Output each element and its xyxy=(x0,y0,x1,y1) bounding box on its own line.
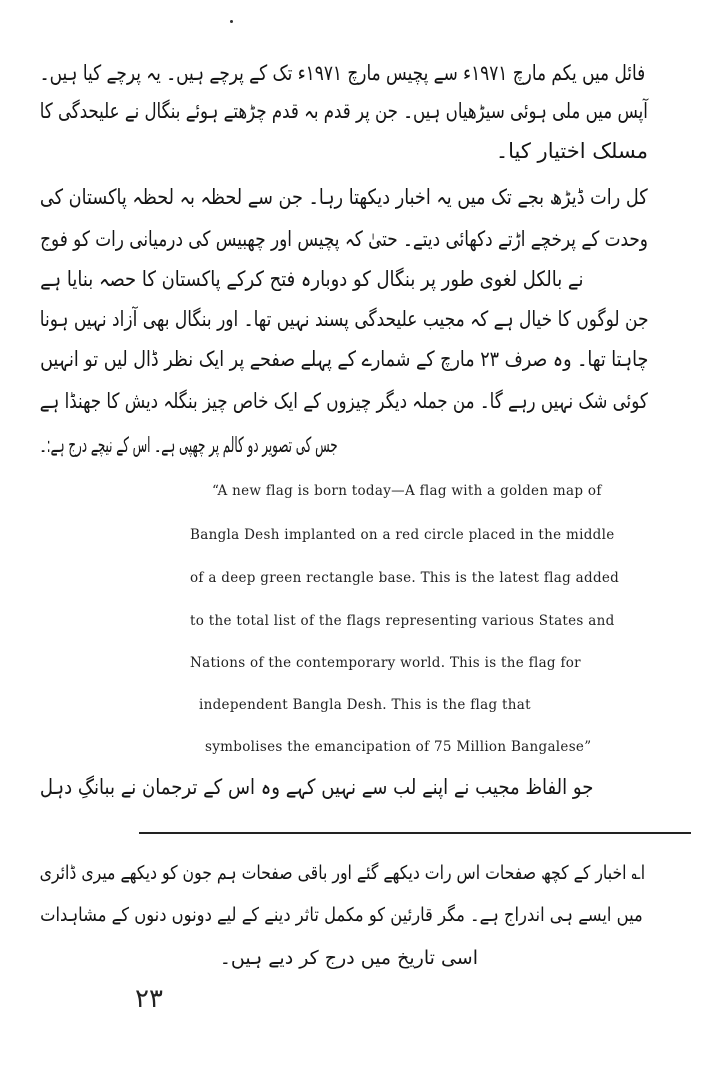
urdu-line-7: جن لوگوں کا خیال ہے کہ مجیب علیحدگی پسند نہیں تھا۔ اور بنگال بھی آزاد نہیں ہونا xyxy=(39,307,648,331)
urdu-line-10: جس کی تصویر دو کالم پر چھپی ہے۔ اس کے نیچے درج ہے:۔ xyxy=(39,433,338,457)
urdu-line-3: مسلک اختیار کیا۔ xyxy=(495,139,648,163)
quote-line-1: “A new flag is born today—A flag with a golden map of xyxy=(212,483,602,499)
page-number: ۲۳ xyxy=(135,984,163,1014)
footnote-line-2: میں ایسے ہی اندراج ہے۔ مگر قارئین کو مکمل تاثر دینے کے لیے دونوں دنوں کے مشاہدات xyxy=(40,904,643,926)
urdu-line-8: چاہتا تھا۔ وہ صرف ۲۳ مارچ کے شمارے کے پہلے صفحے پر ایک نظر ڈال لیں تو انہیں xyxy=(39,347,648,371)
urdu-line-6: نے بالکل لغوی طور پر بنگال کو دوبارہ فتح کرکے پاکستان کا حصہ بنایا ہے xyxy=(39,267,583,291)
quote-line-5: Nations of the contemporary world. This is the flag for xyxy=(190,655,581,671)
quote-line-7: symbolises the emancipation of 75 Million Bangalese” xyxy=(205,739,592,755)
footnote-line-1: ا؎ اخبار کے کچھ صفحات اس رات دیکھے گئے اور باقی صفحات ہم جون کو دیکھے میری ڈائری xyxy=(39,862,645,884)
quote-line-3: of a deep green rectangle base. This is the latest flag added xyxy=(190,570,620,586)
stray-mark xyxy=(230,20,233,23)
urdu-line-2: آپس میں ملی ہوئی سیڑھیاں ہیں۔ جن پر قدم بہ قدم چڑھتے ہوئے بنگال نے علیحدگی کا xyxy=(39,99,648,123)
urdu-after-quote: جو الفاظ مجیب نے اپنے لب سے نہیں کہے وہ اس کے ترجمان نے ببانگِ دہل xyxy=(39,775,593,799)
urdu-line-4: کل رات ڈیڑھ بجے تک میں یہ اخبار دیکھتا رہا۔ جن سے لحظہ بہ لحظہ پاکستان کی xyxy=(40,185,648,209)
urdu-line-9: کوئی شک نہیں رہے گا۔ من جملہ دیگر چیزوں کے ایک خاص چیز بنگلہ دیش کا جھنڈا ہے xyxy=(39,389,648,413)
footnote-line-3: اسی تاریخ میں درج کر دیے ہیں۔ xyxy=(219,947,478,969)
urdu-line-5: وحدت کے پرخچے اڑتے دکھائی دیتے۔ حتیٰ کہ پچیس اور چھبیس کی درمیانی رات کو فوج xyxy=(40,227,648,251)
urdu-line-1: فائل میں یکم مارچ ۱۹۷۱ء سے پچیس مارچ ۱۹۷۱ء تک کے پرچے ہیں۔ یہ پرچے کیا ہیں۔ xyxy=(39,61,645,85)
quote-line-6: independent Bangla Desh. This is the flag that xyxy=(199,697,531,713)
quote-line-2: Bangla Desh implanted on a red circle placed in the middle xyxy=(190,527,615,543)
footnote-rule xyxy=(139,832,691,834)
quote-line-4: to the total list of the flags representing various States and xyxy=(190,613,615,629)
